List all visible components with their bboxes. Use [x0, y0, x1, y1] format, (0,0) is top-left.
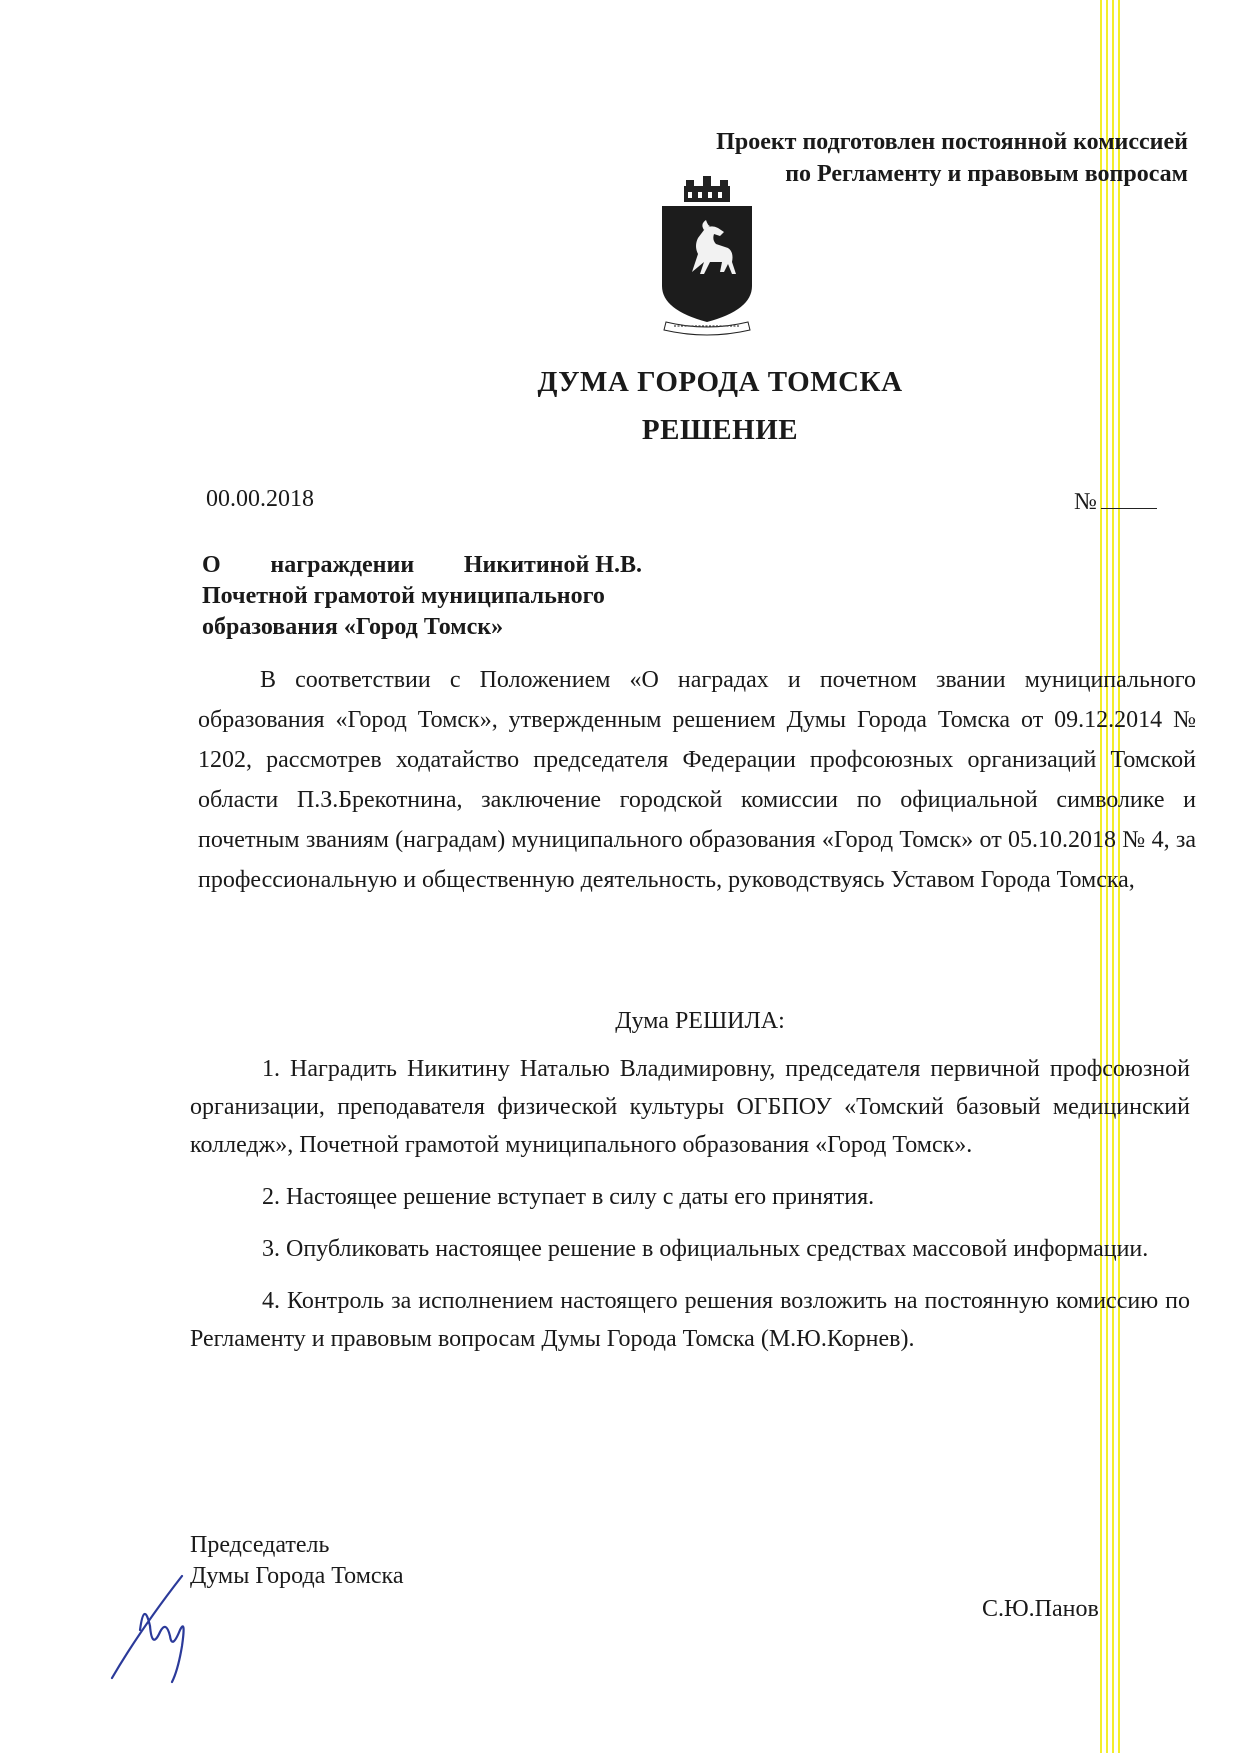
tomsk-coat-of-arms-icon	[652, 176, 762, 336]
subject-line1	[202, 550, 642, 581]
number-label: №	[1074, 489, 1097, 515]
document-date: 00.00.2018	[206, 486, 314, 512]
handwritten-signature-icon	[100, 1570, 220, 1690]
resolved-heading: Дума РЕШИЛА:	[615, 1008, 785, 1034]
resolution-items	[190, 1050, 1190, 1372]
signatory-name: С.Ю.Панов	[982, 1596, 1099, 1622]
position-line2: Думы Города Томска	[190, 1563, 404, 1589]
project-note-line1: Проект подготовлен постоянной комиссией	[716, 129, 1188, 155]
organization-title: ДУМА ГОРОДА ТОМСКА	[537, 366, 903, 398]
project-note	[716, 126, 1188, 190]
subject-line2: Почетной грамотой муниципального	[202, 583, 605, 609]
document-subject	[202, 550, 642, 643]
number-blank-field	[1101, 486, 1157, 509]
position-line1: Председатель	[190, 1532, 330, 1558]
project-note-line2: по Регламенту и правовым вопросам	[785, 161, 1188, 187]
subject-word: О	[202, 552, 221, 578]
resolution-item: 2. Настоящее решение вступает в силу с даты его принятия.	[262, 1184, 875, 1210]
signatory-position	[190, 1530, 404, 1592]
document-type: РЕШЕНИЕ	[641, 414, 799, 446]
subject-word: Никитиной Н.В.	[463, 552, 642, 578]
subject-line3: образования «Город Томск»	[202, 614, 504, 640]
subject-word: награждении	[270, 552, 415, 578]
resolution-item: 3. Опубликовать настоящее решение в официальных средствах массовой информации.	[262, 1236, 1149, 1262]
preamble	[198, 660, 1196, 900]
document-number	[1074, 486, 1157, 516]
preamble-text: В соответствии с Положением «О наградах и почетном звании муниципального образования «Город Томск», утвержденным решением Думы Города Томска от 09.12.2014 № 1202, рассмотрев ходатайство председателя Федерации профсоюзных организаций Томской области П.З.Брекотнина, заключение городской комиссии по официальной символике и почетным званиям (наградам) муниципального образования «Город Томск» от 05.10.2018 № 4, за профессиональную и общественную деятельность, руководствуясь Уставом Города Томска,	[198, 667, 1196, 893]
resolution-item: 4. Контроль за исполнением настоящего решения возложить на постоянную комиссию по Регламенту и правовым вопросам Думы Города Томска (М.Ю.Корнев).	[190, 1288, 1190, 1352]
resolution-item: 1. Наградить Никитину Наталью Владимировну, председателя первичной профсоюзной организации, преподавателя физической культуры ОГБПОУ «Томский базовый медицинский колледж», Почетной грамотой муниципального образования «Город Томск».	[190, 1056, 1190, 1158]
